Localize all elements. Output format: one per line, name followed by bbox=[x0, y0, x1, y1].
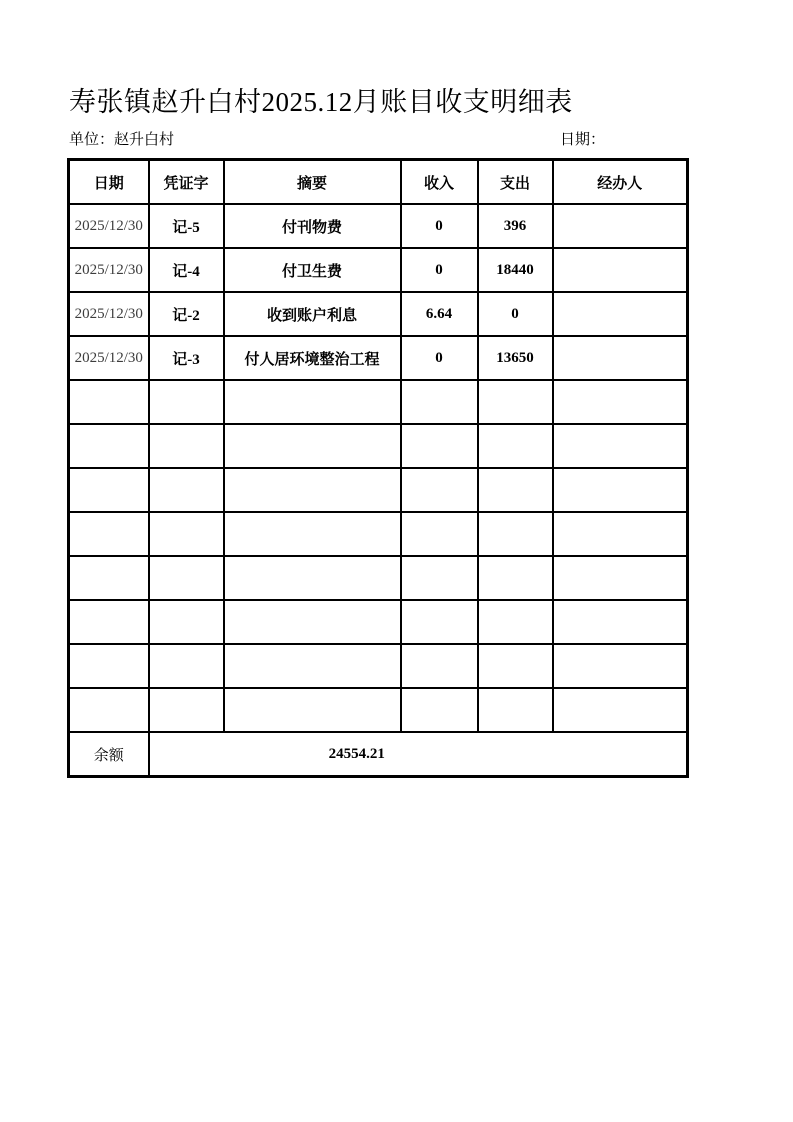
page-title: 寿张镇赵升白村2025.12月账目收支明细表 bbox=[69, 87, 573, 117]
table-row bbox=[69, 380, 688, 424]
table-row bbox=[69, 688, 688, 732]
cell-date: 2025/12/30 bbox=[69, 204, 149, 248]
table-row bbox=[69, 204, 688, 248]
cell-date bbox=[69, 688, 149, 732]
cell-date bbox=[69, 512, 149, 556]
cell-voucher bbox=[149, 600, 224, 644]
cell-income bbox=[401, 556, 478, 600]
meta-line bbox=[69, 128, 686, 148]
cell-income: 0 bbox=[401, 336, 478, 380]
cell-expense bbox=[478, 380, 553, 424]
balance-label: 余额 bbox=[69, 732, 149, 777]
cell-voucher bbox=[149, 556, 224, 600]
table-row bbox=[69, 336, 688, 380]
cell-handler bbox=[553, 644, 688, 688]
col-header-income: 收入 bbox=[401, 160, 478, 205]
cell-summary bbox=[224, 600, 401, 644]
cell-income bbox=[401, 468, 478, 512]
cell-voucher: 记-5 bbox=[149, 204, 224, 248]
unit-value: 赵升白村 bbox=[114, 132, 175, 148]
cell-summary: 收到账户利息 bbox=[224, 292, 401, 336]
cell-voucher: 记-3 bbox=[149, 336, 224, 380]
cell-handler bbox=[553, 600, 688, 644]
cell-summary bbox=[224, 380, 401, 424]
cell-expense bbox=[478, 556, 553, 600]
col-header-date: 日期 bbox=[69, 160, 149, 205]
cell-voucher bbox=[149, 468, 224, 512]
cell-date bbox=[69, 424, 149, 468]
cell-summary: 付刊物费 bbox=[224, 204, 401, 248]
cell-summary bbox=[224, 644, 401, 688]
cell-expense bbox=[478, 424, 553, 468]
cell-income bbox=[401, 600, 478, 644]
col-header-expense: 支出 bbox=[478, 160, 553, 205]
header-row bbox=[69, 160, 688, 205]
ledger-table bbox=[67, 158, 689, 778]
date-label: 日期： bbox=[560, 132, 606, 148]
unit-line bbox=[69, 128, 174, 149]
cell-income bbox=[401, 688, 478, 732]
table-row bbox=[69, 512, 688, 556]
cell-handler bbox=[553, 336, 688, 380]
cell-expense bbox=[478, 644, 553, 688]
cell-handler bbox=[553, 204, 688, 248]
cell-voucher bbox=[149, 688, 224, 732]
col-header-summary: 摘要 bbox=[224, 160, 401, 205]
cell-date: 2025/12/30 bbox=[69, 248, 149, 292]
cell-summary bbox=[224, 424, 401, 468]
cell-handler bbox=[553, 468, 688, 512]
table-row bbox=[69, 468, 688, 512]
table-row bbox=[69, 292, 688, 336]
cell-date: 2025/12/30 bbox=[69, 336, 149, 380]
balance-row bbox=[69, 732, 688, 777]
cell-handler bbox=[553, 380, 688, 424]
cell-expense: 13650 bbox=[478, 336, 553, 380]
cell-expense: 18440 bbox=[478, 248, 553, 292]
cell-handler bbox=[553, 292, 688, 336]
table-row bbox=[69, 248, 688, 292]
cell-handler bbox=[553, 512, 688, 556]
cell-summary: 付人居环境整治工程 bbox=[224, 336, 401, 380]
cell-date: 2025/12/30 bbox=[69, 292, 149, 336]
table-row bbox=[69, 600, 688, 644]
cell-expense: 396 bbox=[478, 204, 553, 248]
cell-handler bbox=[553, 556, 688, 600]
cell-summary bbox=[224, 468, 401, 512]
cell-voucher bbox=[149, 644, 224, 688]
cell-date bbox=[69, 380, 149, 424]
cell-date bbox=[69, 644, 149, 688]
col-header-handler: 经办人 bbox=[553, 160, 688, 205]
cell-income: 6.64 bbox=[401, 292, 478, 336]
cell-income bbox=[401, 380, 478, 424]
table-body bbox=[69, 204, 688, 732]
cell-date bbox=[69, 468, 149, 512]
table-row bbox=[69, 424, 688, 468]
cell-income bbox=[401, 512, 478, 556]
cell-voucher: 记-4 bbox=[149, 248, 224, 292]
col-header-voucher: 凭证字 bbox=[149, 160, 224, 205]
balance-value: 24554.21 bbox=[149, 732, 688, 777]
cell-expense bbox=[478, 688, 553, 732]
cell-date bbox=[69, 556, 149, 600]
cell-handler bbox=[553, 248, 688, 292]
cell-voucher: 记-2 bbox=[149, 292, 224, 336]
cell-summary: 付卫生费 bbox=[224, 248, 401, 292]
date-line bbox=[560, 128, 605, 149]
cell-handler bbox=[553, 424, 688, 468]
cell-expense bbox=[478, 468, 553, 512]
cell-expense bbox=[478, 600, 553, 644]
cell-voucher bbox=[149, 380, 224, 424]
cell-summary bbox=[224, 688, 401, 732]
cell-income: 0 bbox=[401, 204, 478, 248]
cell-summary bbox=[224, 556, 401, 600]
cell-voucher bbox=[149, 424, 224, 468]
cell-expense: 0 bbox=[478, 292, 553, 336]
cell-date bbox=[69, 600, 149, 644]
cell-summary bbox=[224, 512, 401, 556]
table-row bbox=[69, 644, 688, 688]
cell-handler bbox=[553, 688, 688, 732]
cell-expense bbox=[478, 512, 553, 556]
unit-label: 单位： bbox=[69, 132, 115, 148]
cell-income bbox=[401, 644, 478, 688]
cell-voucher bbox=[149, 512, 224, 556]
cell-income bbox=[401, 424, 478, 468]
table-row bbox=[69, 556, 688, 600]
cell-income: 0 bbox=[401, 248, 478, 292]
